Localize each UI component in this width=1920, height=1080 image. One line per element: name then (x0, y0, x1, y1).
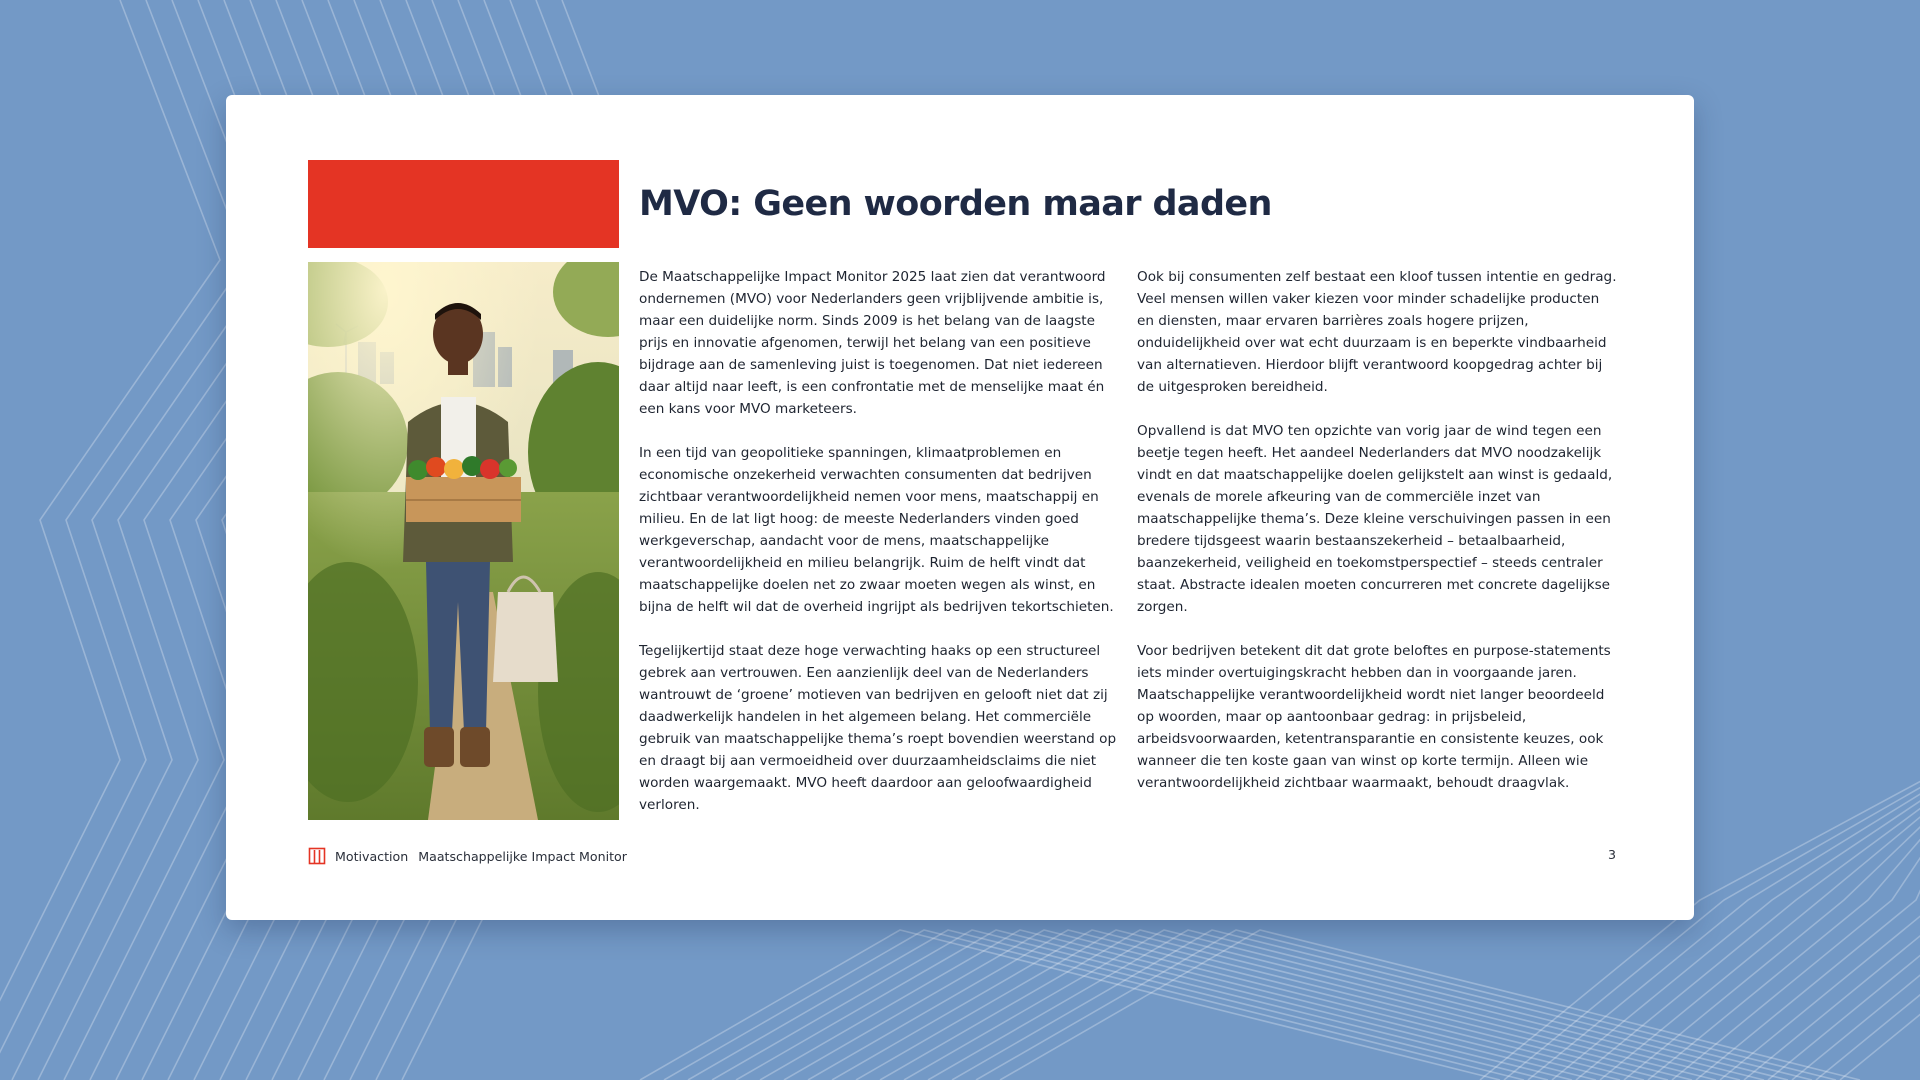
red-accent-block (308, 160, 619, 248)
background-line (1768, 818, 1920, 1080)
footer-publication: Maatschappelijke Impact Monitor (418, 848, 627, 864)
right-text-column (1137, 266, 1617, 816)
background-line (0, 0, 220, 1080)
article-photo (308, 262, 619, 820)
left-text-column (639, 266, 1119, 838)
paragraph: De Maatschappelijke Impact Monitor 2025 laat zien dat verantwoord ondernemen (MVO) voor Nederlanders geen vrijblijvende ambitie is, maar een duidelijke norm. Sinds 2009 is het belang van de laagste prijs en innovatie afgenomen, terwijl het belang van een positieve bijdrage aan de samenleving juist is toegenomen. Dat niet iedereen daar altijd naar leeft, is een confrontatie met de menselijke maat én een kans voor MVO marketeers. (639, 269, 1106, 417)
page-footer (308, 846, 627, 866)
paragraph: Tegelijkertijd staat deze hoge verwachting haaks op een structureel gebrek aan vertrouwen. Een aanzienlijk deel van de Nederlanders wantrouwt de ‘groene’ motieven van bedrijven en gelooft niet dat zij daadwerkelijk handelen in het algemeen belang. Het commerciële gebruik van maatschappelijke thema’s roept bovendien weerstand op en draagt bij aan vermoeidheid over duurzaamheidsclaims die niet worden waargemaakt. MVO heeft daardoor aan geloofwaardigheid verloren. (639, 643, 1117, 813)
background-line (0, 0, 246, 1080)
footer-brand: Motivaction (335, 848, 409, 864)
paragraph: In een tijd van geopolitieke spanningen, klimaatproblemen en economische onzekerheid verwachten consumenten dat bedrijven zichtbaar verantwoordelijkheid nemen voor mens, maatschappij en milieu. En de lat ligt hoog: de meeste Nederlanders vinden goed werkgeverschap, aandacht voor de mens, maatschappelijke verantwoordelijkheid en milieu belangrijk. Ruim de helft vindt dat maatschappelijke doelen net zo zwaar moeten wegen als winst, en bijna de helft wil dat de overheid ingrijpt als bedrijven tekortschieten. (639, 445, 1114, 615)
page-number: 3 (1607, 847, 1616, 862)
page-title: MVO: Geen woorden maar daden (639, 184, 1272, 224)
background-line (1816, 827, 1920, 1080)
farmer-with-vegetable-crate-photo (308, 262, 619, 820)
paragraph: Ook bij consumenten zelf bestaat een kloof tussen intentie en gedrag. Veel mensen willen vaker kiezen voor minder schadelijke producten en diensten, maar ervaren barrières zoals hogere prijzen, onduidelijkheid over wat echt duurzaam is en beperkte vindbaarheid van alternatieven. Hierdoor blijft verantwoord koopgedrag achter bij de uitgesproken bereidheid. (1137, 269, 1617, 395)
background-line (856, 930, 1716, 1080)
document-page (226, 95, 1694, 920)
paragraph: Opvallend is dat MVO ten opzichte van vorig jaar de wind tegen een beetje tegen heeft. Het aandeel Nederlanders dat MVO noodzakelijk vindt en dat maatschappelijke doelen gelijkstelt aan winst is gedaald, evenals de morele afkeuring van de commerciële inzet van maatschappelijke thema’s. Deze kleine verschuivingen passen in een bredere tijdsgeest waarin bestaanszekerheid – betaalbaarheid, baanzekerheid, veiligheid en toekomstperspectief – steeds centraler staat. Abstracte idealen moeten concurreren met concrete dagelijkse zorgen. (1137, 423, 1613, 615)
background-line (880, 930, 1740, 1080)
paragraph: Voor bedrijven betekent dit dat grote beloftes en purpose-statements iets minder overtuigingskracht hebben dan in voorgaande jaren. Maatschappelijke verantwoordelijkheid wordt niet langer beoordeeld op woorden, maar op aantoonbaar gedrag: in prijsbeleid, arbeidsvoorwaarden, ketentransparantie en consistente keuzes, ook wanneer die ten koste gaan van winst op korte termijn. Alleen wie verantwoordelijkheid zichtbaar waarmaakt, behoudt draagvlak. (1137, 643, 1611, 791)
background-line (1840, 832, 1920, 1080)
motivaction-logo-icon (308, 847, 326, 865)
